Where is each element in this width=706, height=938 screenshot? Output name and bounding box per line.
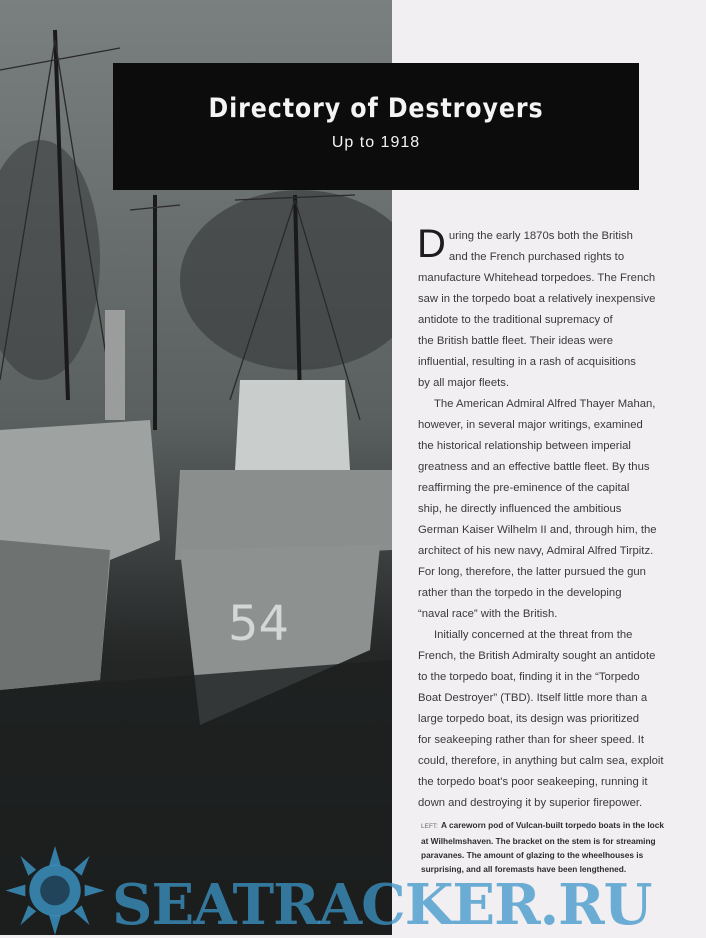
text-line: architect of his new navy, Admiral Alfred Tirpitz.: [418, 545, 654, 557]
photo-caption: [421, 818, 701, 876]
caption-line: paravanes. The amount of glazing to the wheelhouses is: [421, 850, 644, 860]
text-line: antidote to the traditional supremacy of: [418, 314, 613, 326]
text-line: For long, therefore, the latter pursued the gun: [418, 566, 646, 578]
text-line: French, the British Admiralty sought an antidote: [418, 650, 656, 662]
text-line: German Kaiser Wilhelm II and, through him, the: [418, 524, 657, 536]
title-banner: [113, 63, 639, 190]
text-line: saw in the torpedo boat a relatively inexpensive: [418, 293, 656, 305]
text-line: to the torpedo boat, finding it in the “Torpedo: [418, 671, 640, 683]
paragraph-1: [417, 222, 698, 394]
caption-line: at Wilhelmshaven. The bracket on the stem is for streaming: [421, 836, 656, 846]
text-line: could, therefore, in anything but calm sea, exploit: [418, 755, 664, 767]
text-line: uring the early 1870s both the British: [448, 230, 633, 242]
text-line: and the French purchased rights to: [448, 251, 625, 263]
text-line: The American Admiral Alfred Thayer Mahan,: [434, 398, 656, 410]
text-line: reaffirming the pre-eminence of the capital: [418, 482, 630, 494]
text-line: greatness and an effective battle fleet. By thus: [418, 461, 650, 473]
text-line: the historical relationship between imperial: [418, 440, 631, 452]
drop-cap: D: [417, 222, 446, 266]
hull-number: 54: [228, 596, 290, 652]
text-line: the British battle fleet. Their ideas were: [418, 335, 614, 347]
text-line: the torpedo boat's poor seakeeping, running it: [418, 776, 648, 788]
text-line: down and destroying it by superior firepower.: [418, 797, 643, 809]
text-line: rather than the torpedo in the developing: [418, 587, 622, 599]
caption-line: surprising, and all foremasts have been lengthened.: [421, 864, 627, 874]
caption-line: A careworn pod of Vulcan-built torpedo boats in the lock: [440, 820, 664, 830]
page-title: Directory of Destroyers: [208, 93, 544, 124]
text-line: “naval race” with the British.: [418, 608, 558, 620]
text-line: influential, resulting in a rash of acquisitions: [418, 356, 636, 368]
paragraph-2: [418, 394, 698, 625]
text-line: by all major fleets.: [418, 377, 510, 389]
caption-label: LEFT:: [421, 823, 438, 830]
body-text: [417, 222, 698, 814]
text-line: large torpedo boat, its design was prioritized: [418, 713, 640, 725]
text-line: Boat Destroyer” (TBD). Itself little more than a: [418, 692, 648, 704]
text-line: Initially concerned at the threat from the: [434, 629, 633, 641]
text-line: manufacture Whitehead torpedoes. The French: [418, 272, 656, 284]
page-subtitle: Up to 1918: [331, 134, 421, 151]
text-line: however, in several major writings, examined: [418, 419, 643, 431]
text-line: ship, he directly influenced the ambitious: [418, 503, 622, 515]
text-line: for seakeeping rather than for sheer speed. It: [418, 734, 645, 746]
paragraph-3: [418, 625, 698, 814]
watermark-text: SEATRACKER.RU: [112, 872, 652, 938]
